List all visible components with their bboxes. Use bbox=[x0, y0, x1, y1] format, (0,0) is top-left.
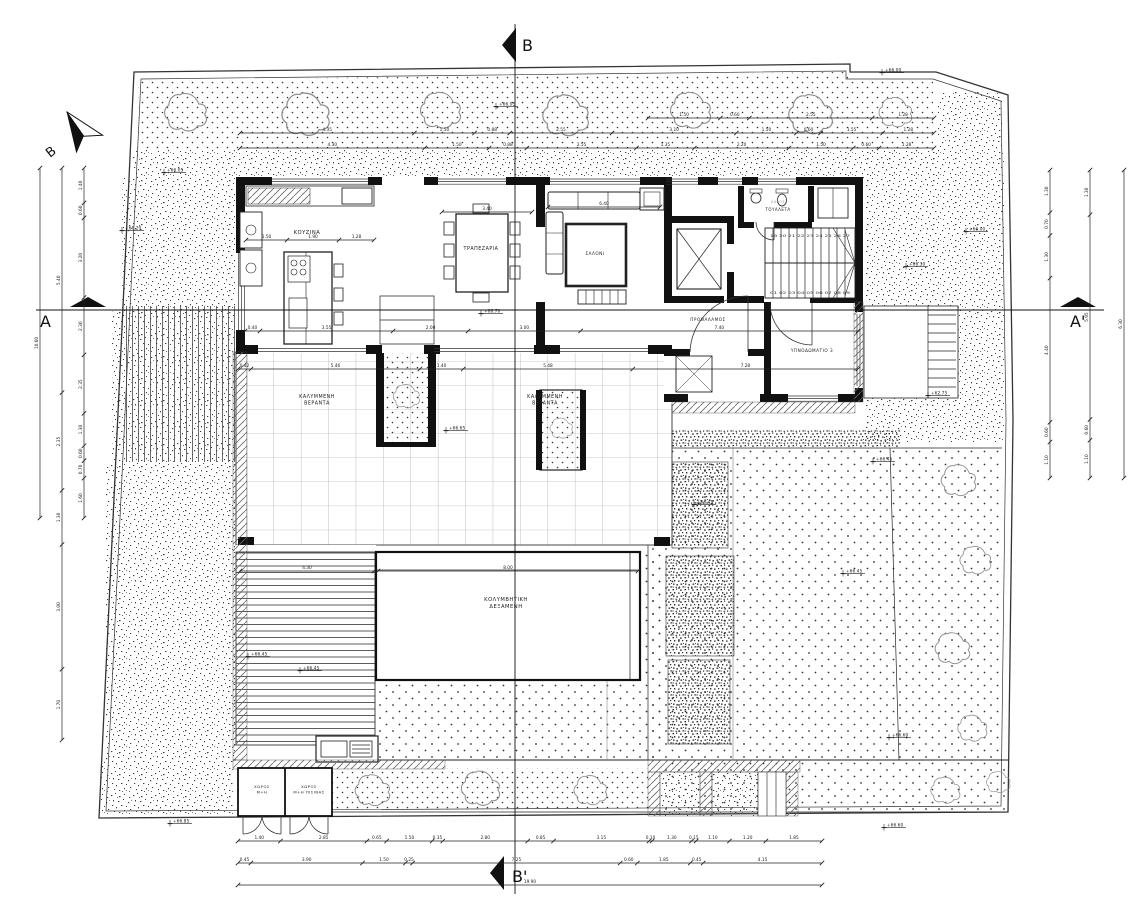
dim-label: 1.40 bbox=[254, 836, 265, 842]
room-label: ΧΩΡΟΣ bbox=[301, 784, 317, 789]
dim-right-3 bbox=[1118, 168, 1126, 480]
dim-label: 1.28 bbox=[901, 143, 912, 149]
dim-left-3 bbox=[78, 166, 86, 520]
dim-label: 1.30 bbox=[1045, 252, 1051, 262]
dim-label: 1.50 bbox=[439, 128, 450, 134]
room-label: ΥΠΝΟΔΩΜΑΤΙΟ 3 bbox=[790, 348, 834, 353]
entry-steps-fill bbox=[660, 772, 700, 816]
chair bbox=[444, 244, 454, 257]
gravel-strip-top bbox=[132, 150, 938, 178]
entry-steps-fill bbox=[712, 772, 758, 816]
section-label-b-bottom: B' bbox=[512, 867, 528, 886]
dim-label: 7.25 bbox=[511, 858, 522, 864]
stool bbox=[334, 312, 343, 325]
dim-label: 3.10 bbox=[669, 128, 679, 134]
dim-label: 3.00 bbox=[519, 326, 530, 332]
dim-label: 3.40 bbox=[482, 207, 492, 213]
dim-label: 1.50 bbox=[816, 143, 826, 149]
veranda-column bbox=[654, 537, 670, 546]
dim-label: 0.60 bbox=[79, 205, 85, 216]
dim-left-2 bbox=[56, 166, 64, 742]
dim-label: 0.88 bbox=[503, 143, 513, 149]
dim-label: 2.35 bbox=[57, 436, 63, 447]
bbq-grill bbox=[316, 736, 378, 762]
dim-label: 1.60 bbox=[79, 493, 85, 503]
stool bbox=[334, 288, 343, 301]
section-label-a-left: A bbox=[40, 312, 51, 331]
dim-label: 1.30 bbox=[1045, 186, 1051, 197]
dim-label: 0.70 bbox=[79, 464, 85, 475]
spot-elevation-value: +66.45 bbox=[697, 500, 714, 506]
room-label: Μ+Η ΠΙΣΙΝΑΣ bbox=[293, 789, 325, 795]
room-label: ΚΑΛΥΜΜΕΝΗ bbox=[527, 395, 563, 400]
dim-label: 4.30 bbox=[327, 143, 338, 149]
room-label: ΤΟΥΑΛΕΤΑ bbox=[765, 207, 791, 212]
dim-label: 4.30 bbox=[302, 566, 312, 572]
dim-label: 2.20 bbox=[736, 143, 747, 149]
room-label: ΧΩΡΟΣ bbox=[254, 784, 270, 789]
dim-label: 7.40 bbox=[714, 326, 725, 332]
spot-elevation-value: +66.20 bbox=[125, 226, 142, 232]
spot-elevation-value: +66.00 bbox=[969, 227, 986, 233]
dim-label: 2.80 bbox=[480, 836, 491, 842]
dim-label: 1.85 bbox=[659, 858, 669, 864]
dim-label: 2.85 bbox=[318, 836, 329, 842]
dim-label: 1.10 bbox=[1045, 455, 1051, 465]
spot-elevation-value: +66.45 bbox=[303, 666, 320, 672]
dim-right-1 bbox=[1044, 168, 1052, 480]
spot-elevation-value: +66.45 bbox=[846, 569, 863, 575]
dim-label: 1.28 bbox=[903, 128, 914, 134]
dim-bottom-2 bbox=[236, 857, 824, 865]
dim-bottom-total bbox=[236, 879, 824, 887]
section-arrow-a-left bbox=[70, 297, 106, 307]
dim-label: 0.45 bbox=[691, 858, 702, 864]
stair-numbers-lower: 01 02 03 04 05 06 07 08 09 bbox=[770, 291, 850, 295]
spot-elevation bbox=[882, 823, 907, 831]
veranda-planter-1 bbox=[384, 352, 428, 444]
room-label: ΚΟΛΥΜΒΗΤΙΚΗ bbox=[484, 597, 528, 603]
dim-label: 0.60 bbox=[861, 143, 871, 149]
planting-strip-south-of-house bbox=[650, 430, 900, 448]
spot-elevation-value: +66.30 bbox=[909, 262, 926, 268]
room-label: ΔΕΞΑΜΕΝΗ bbox=[489, 604, 523, 610]
dim-label: 0.42 bbox=[239, 364, 250, 370]
external-stair bbox=[864, 306, 958, 398]
gravel-left-lower bbox=[106, 462, 236, 762]
dim-label: 0.60 bbox=[623, 858, 634, 864]
dim-label: 1.28 bbox=[898, 113, 908, 119]
mech-room-doors bbox=[243, 816, 328, 834]
dim-label: 1.55 bbox=[846, 128, 857, 134]
dim-label: 0.60 bbox=[803, 128, 814, 134]
north-arrow bbox=[43, 102, 102, 161]
dim-label: 1.10 bbox=[1085, 454, 1091, 464]
kitchen-cabinets-hatch bbox=[248, 188, 310, 204]
dim-label: 10.60 bbox=[35, 336, 41, 350]
dim-label: 2.35 bbox=[79, 379, 85, 389]
dim-label: 1.28 bbox=[351, 235, 362, 241]
dim-label: 2.30 bbox=[79, 321, 85, 331]
dim-label: 2.55 bbox=[805, 113, 816, 119]
dim-label: 1.50 bbox=[452, 143, 462, 149]
dim-label: 1.30 bbox=[57, 512, 63, 523]
bank-step-lines bbox=[124, 306, 236, 462]
dim-label: 0.35 bbox=[432, 836, 443, 842]
spot-elevation-value: +66.60 bbox=[892, 733, 909, 739]
dim-label: 1.35 bbox=[660, 143, 671, 149]
room-label: ΤΡΑΠΕΖΑΡΙΑ bbox=[463, 247, 499, 252]
dim-right-2 bbox=[1084, 168, 1092, 480]
spot-elevation-value: +66.65 bbox=[449, 426, 466, 432]
dim-label: 1.50 bbox=[379, 858, 389, 864]
spot-elevation-value: +66.45 bbox=[876, 457, 893, 463]
dim-label: 4.15 bbox=[757, 858, 768, 864]
room-label: ΒΕΡΑΝΤΑ bbox=[304, 401, 330, 407]
section-arrow-a-right bbox=[1060, 297, 1096, 307]
dim-label: 0.60 bbox=[79, 448, 85, 459]
dim-label: 4.40 bbox=[1045, 345, 1051, 356]
dim-label: 1.50 bbox=[404, 836, 415, 842]
spot-elevation-value: +62.75 bbox=[931, 391, 948, 397]
dim-label: 1.10 bbox=[707, 836, 718, 842]
stair-numbers-upper: 19 20 21 22 23 24 25 26 27 bbox=[770, 234, 850, 238]
dining-table bbox=[456, 214, 508, 292]
dim-label: 0.60 bbox=[1085, 425, 1091, 435]
dim-label: 1.85 bbox=[789, 836, 799, 842]
planting-square-2 bbox=[666, 556, 734, 656]
dim-label: 0.60 bbox=[730, 113, 740, 119]
section-arrow-b-top bbox=[502, 28, 516, 62]
dim-label: 8.00 bbox=[503, 566, 513, 572]
spot-elevation-value: +66.00 bbox=[885, 68, 902, 74]
chair bbox=[473, 293, 489, 302]
wash-basin bbox=[751, 193, 761, 203]
dim-label: 1.50 bbox=[261, 235, 272, 241]
dim-label: 6.40 bbox=[599, 202, 609, 208]
dim-label: 5.46 bbox=[330, 364, 341, 370]
dim-label: 5.40 bbox=[57, 275, 63, 286]
dim-label: 0.88 bbox=[487, 128, 497, 134]
dim-label: 1.30 bbox=[1085, 187, 1091, 198]
dim-bottom-1 bbox=[236, 835, 824, 843]
paving-pool-south bbox=[376, 680, 662, 762]
gravel-corner-bottom-left bbox=[101, 762, 233, 814]
dim-label: 0.70 bbox=[1045, 219, 1051, 229]
fridge bbox=[342, 188, 372, 204]
gravel-corner-top-right bbox=[938, 92, 1002, 150]
chair bbox=[444, 266, 454, 279]
stool bbox=[334, 264, 343, 277]
dim-label: 3.00 bbox=[57, 602, 63, 612]
room-label: ΚΟΥΖΙΝΑ bbox=[293, 230, 321, 236]
dim-label: 1.20 bbox=[742, 836, 753, 842]
hall-closet bbox=[676, 356, 712, 392]
deck-slats bbox=[236, 552, 375, 745]
section-label-a-right: A' bbox=[1070, 312, 1086, 331]
north-label: B bbox=[43, 143, 60, 162]
dim-label: 19.90 bbox=[523, 880, 537, 886]
appliance-unit bbox=[240, 250, 262, 286]
mechanical-rooms bbox=[238, 768, 332, 834]
room-label: Μ+Η bbox=[256, 789, 268, 795]
dim-label: 1.30 bbox=[79, 424, 85, 435]
dim-left-1 bbox=[34, 166, 42, 520]
sofa bbox=[546, 212, 563, 274]
planting-band-top bbox=[138, 72, 933, 150]
spot-elevation-value: +66.70 bbox=[484, 309, 501, 315]
dim-label: 0.10 bbox=[645, 836, 656, 842]
hob bbox=[288, 256, 310, 282]
dim-label: 0.40 bbox=[247, 326, 258, 332]
sofa bbox=[548, 192, 640, 209]
dim-label: 5.48 bbox=[543, 364, 553, 370]
section-label-b-top: B bbox=[522, 36, 533, 55]
dim-label: 0.25 bbox=[404, 858, 414, 864]
dim-label: 3.90 bbox=[301, 858, 312, 864]
dim-label: 2.55 bbox=[556, 128, 566, 134]
dim-label: 1.70 bbox=[57, 699, 63, 710]
veranda bbox=[236, 352, 672, 546]
paving-pool-east bbox=[640, 552, 662, 680]
dim-label: 4.35 bbox=[322, 128, 332, 134]
spot-elevation-value: +66.45 bbox=[251, 652, 268, 658]
spot-elevation-value: +66.60 bbox=[887, 823, 904, 829]
dim-label: 3.15 bbox=[596, 836, 607, 842]
dim-label: 0.60 bbox=[1045, 427, 1051, 437]
chair bbox=[444, 222, 454, 235]
dim-label: 1.50 bbox=[761, 128, 772, 134]
room-label: ΚΑΛΥΜΜΕΝΗ bbox=[299, 395, 335, 400]
dim-label: 7.28 bbox=[740, 364, 751, 370]
spot-elevation-value: +66.05 bbox=[499, 102, 516, 108]
dim-label: 0.65 bbox=[372, 836, 382, 842]
dim-label: 1.40 bbox=[436, 364, 447, 370]
dim-label: 3.55 bbox=[321, 326, 332, 332]
dim-label: 0.85 bbox=[535, 836, 546, 842]
entry-steps bbox=[758, 772, 786, 816]
dim-label: 6.30 bbox=[1119, 319, 1125, 329]
dim-label: 3.20 bbox=[79, 252, 85, 263]
spot-elevation-value: +66.85 bbox=[173, 819, 190, 825]
dim-label: 1.90 bbox=[308, 235, 318, 241]
spot-elevation bbox=[168, 819, 193, 827]
dim-label: 1.30 bbox=[667, 836, 677, 842]
room-label: ΣΑΛΟΝΙ bbox=[585, 251, 605, 256]
dim-label: 2.00 bbox=[425, 326, 436, 332]
room-label: ΒΕΡΑΝΤΑ bbox=[532, 401, 558, 407]
dim-label: 0.15 bbox=[689, 836, 699, 842]
room-label: ΠΡΟΘΑΛΑΜΟΣ bbox=[690, 317, 726, 322]
oven-unit bbox=[240, 212, 262, 248]
planting-square-3 bbox=[668, 660, 730, 744]
gravel-left-upper bbox=[122, 177, 236, 310]
sink bbox=[289, 298, 307, 328]
staircase bbox=[765, 228, 855, 298]
planting-bed-bottom bbox=[332, 768, 648, 812]
dim-label: 1.40 bbox=[79, 180, 85, 191]
dim-label: 5.95 bbox=[1085, 312, 1091, 322]
dim-label: 2.55 bbox=[576, 143, 587, 149]
dim-label: 0.45 bbox=[239, 858, 250, 864]
veranda-tiles bbox=[236, 352, 672, 545]
spot-elevation-value: +66.05 bbox=[167, 168, 184, 174]
dining-room bbox=[444, 204, 520, 302]
dim-label: 1.50 bbox=[679, 113, 689, 119]
room-label: ΧΩΡΟΣ bbox=[770, 200, 786, 204]
